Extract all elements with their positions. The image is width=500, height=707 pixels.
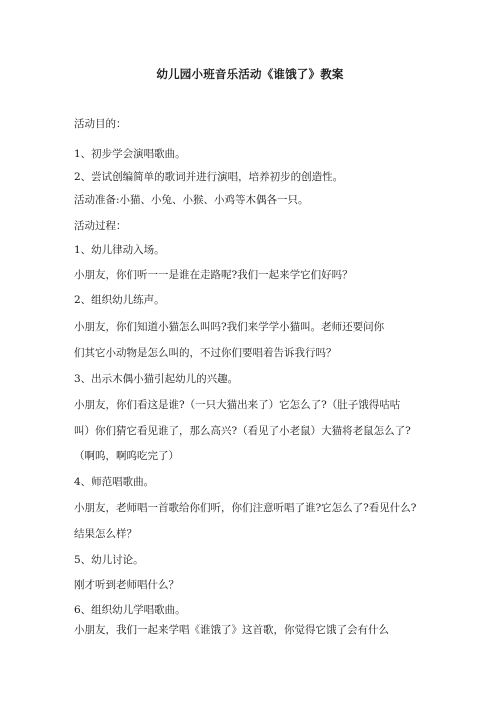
text-line: 们其它小动物是怎么叫的，不过你们要唱着告诉我行吗？ (74, 347, 337, 359)
text-line: 刚才听到老师唱什么？ (74, 579, 179, 591)
text-line: 2、尝试创编简单的歌词并进行演唱，培养初步的创造性。 (74, 171, 344, 183)
text-line: 1、初步学会演唱歌曲。 (74, 148, 186, 160)
text-line: 小朋友，老师唱一首歌给你们听，你们注意听唱了谁?它怎么了?看见什么? (74, 502, 417, 514)
text-line: （啊呜，啊呜吃完了） (74, 450, 179, 462)
text-line: 4、师范唱歌曲。 (74, 476, 155, 488)
text-line: 6、组织幼儿学唱歌曲。 (74, 604, 186, 616)
text-line: 结果怎么样？ (74, 528, 137, 540)
text-line: 小朋友，你们看这是谁?（一只大猫出来了）它怎么了?（肚子饿得咕咕 (74, 399, 401, 411)
text-line: 活动目的： (74, 118, 127, 130)
text-line: 小朋友，我们一起来学唱《谁饿了》这首歌，你觉得它饿了会有什么 (74, 624, 389, 636)
text-line: 5、幼儿讨论。 (74, 554, 144, 566)
text-line: 活动过程： (74, 220, 127, 232)
text-line: 3、出示木偶小猫引起幼儿的兴趣。 (74, 373, 239, 385)
text-line: 活动准备:小猫、小兔、小猴、小鸡等木偶各一只。 (74, 194, 309, 206)
text-line: 小朋友，你们听一一是谁在走路呢?我们一起来学它们好吗？ (74, 269, 353, 281)
text-line: 叫）你们猜它看见谁了，那么高兴?（看见了小老鼠）大猫将老鼠怎么了? (74, 425, 411, 437)
document-title: 幼儿园小班音乐活动《谁饿了》教案 (156, 67, 344, 81)
text-line: 小朋友，你们知道小猫怎么叫吗?我们来学学小猫叫。老师还要问你 (74, 321, 385, 333)
text-line: 2、组织幼儿练声。 (74, 294, 165, 306)
text-line: 1、幼儿律动入场。 (74, 244, 165, 256)
